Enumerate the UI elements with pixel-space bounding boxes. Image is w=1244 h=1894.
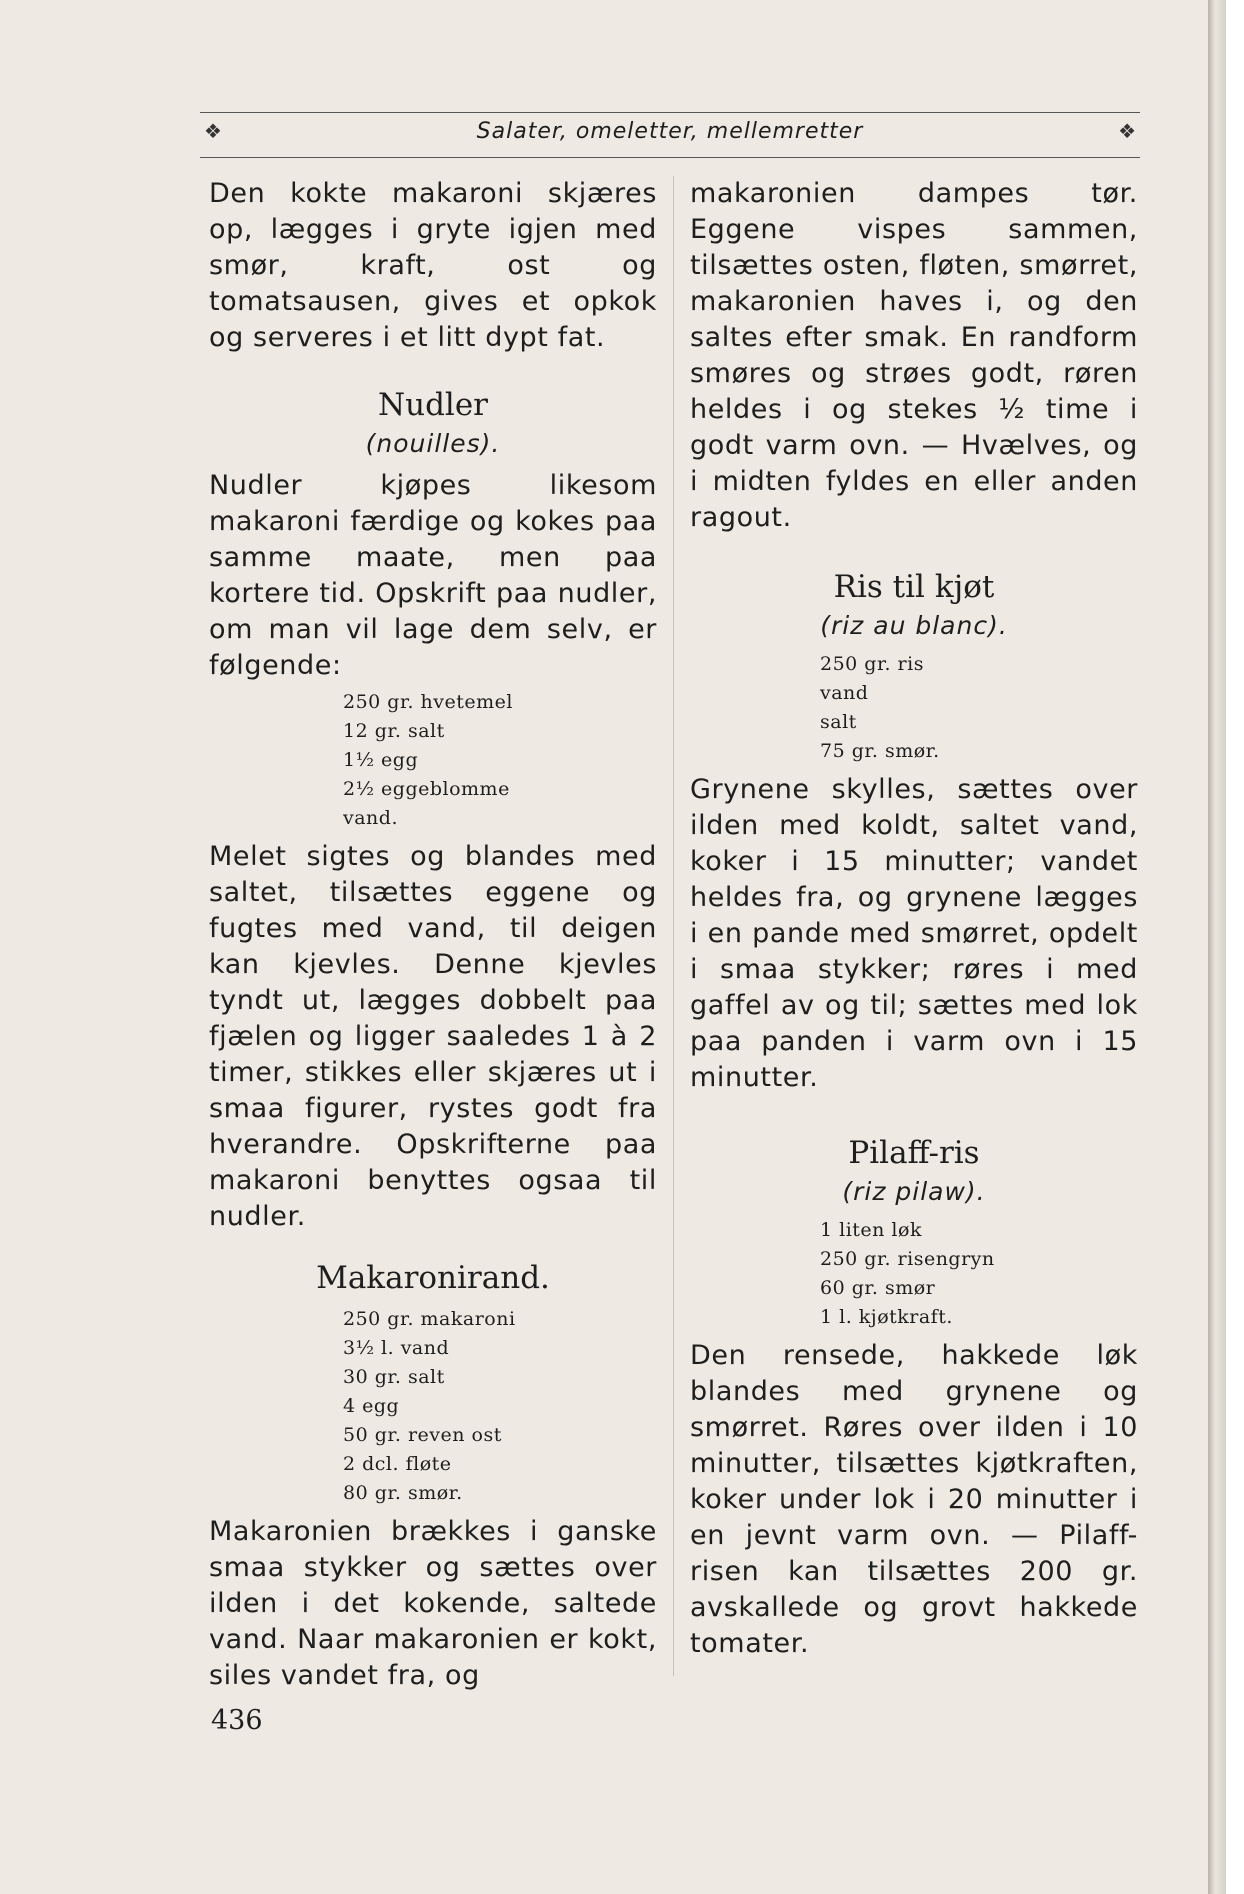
ingredient: 250 gr. hvetemel <box>343 691 513 713</box>
ingredient: 250 gr. makaroni <box>343 1308 516 1330</box>
ingredient: 75 gr. smør. <box>820 740 940 762</box>
nudler-paragraph-2: Melet sigtes og blandes med saltet, tilsættes eggene og fugtes med vand, til deigen kan kjevles. Denne kjevles tyndt ut, lægges dobbelt paa fjælen og ligger saaledes 1 à 2 timer, stikkes eller skjæres ut i smaa figurer, rystes godt fra hverandre. Opskrifterne paa makaroni benyttes ogsaa til nudler. <box>209 841 657 1232</box>
recipe-title-nudler: Nudler <box>377 387 488 423</box>
ingredient: 30 gr. salt <box>343 1366 445 1388</box>
continued-paragraph: makaronien dampes tør. Eggene vispes sammen, tilsættes osten, fløten, smørret, makaronien haves i, og den saltes efter smak. En randform smøres og strøes godt, røren heldes i og stekes ½ time i godt varm ovn. — Hvælves, og i midten fyldes en eller anden ragout. <box>690 178 1138 533</box>
ingredient: 2½ eggeblomme <box>343 778 510 800</box>
ingredient: 250 gr. risengryn <box>820 1248 995 1270</box>
ingredient: 80 gr. smør. <box>343 1482 463 1504</box>
right-ornament-icon: ❖ <box>1118 119 1136 143</box>
ingredient: 1 l. kjøtkraft. <box>820 1306 953 1328</box>
ingredient: salt <box>820 711 857 733</box>
ris-paragraph: Grynene skylles, sættes over ilden med koldt, saltet vand, koker i 15 minutter; vandet heldes fra, og grynene lægges i en pande med smørret, opdelt i smaa stykker; røres i med gaffel av og til; sættes med lok paa panden i varm ovn i 15 minutter. <box>690 774 1138 1093</box>
intro-paragraph: Den kokte makaroni skjæres op, læggeѕ i gryte igjen med smør, kraft, ost og tomatsausen, gives et opkok og serveres i et litt dypt fat. <box>209 178 657 353</box>
left-ornament-icon: ❖ <box>204 119 222 143</box>
right-column <box>690 176 1138 1662</box>
recipe-subtitle-nudler: (nouilles). <box>365 429 501 458</box>
makaronirand-paragraph: Makaronien brækkes i ganske smaa stykker og sættes over ilden i det kokende, saltede vand. Naar makaronien er kokt, siles vandet fra, og <box>209 1516 657 1691</box>
ingredient: 3½ l. vand <box>343 1337 450 1359</box>
ingredient: 1½ egg <box>343 749 419 771</box>
header-title: Salater, omeletter, mellemretter <box>476 119 864 144</box>
recipe-title-pilaff: Pilaff-ris <box>848 1135 980 1171</box>
ingredient: 60 gr. smør <box>820 1277 936 1299</box>
ingredient: vand. <box>343 807 399 829</box>
ris-ingredients <box>690 650 1138 766</box>
ingredient: 4 egg <box>343 1395 400 1417</box>
column-divider <box>673 176 674 1676</box>
left-column <box>209 176 657 1694</box>
ingredient: 2 dcl. fløte <box>343 1453 452 1475</box>
ingredient: 1 liten løk <box>820 1219 922 1241</box>
pilaff-paragraph: Den rensede, hakkede løk blandes med grynene og smørret. Røres over ilden i 10 minutter, tilsættes kjøtkraften, koker under lok i 20 minutter i en jevnt varm ovn. — Pilaff-risen kan tilsættes 200 gr. avskallede og grovt hakkede tomater. <box>690 1340 1138 1659</box>
nudler-ingredients <box>209 688 657 833</box>
recipe-subtitle-ris: (riz au blanc). <box>820 611 1008 640</box>
ingredient: 250 gr. ris <box>820 653 924 675</box>
recipe-title-ris: Ris til kjøt <box>833 569 995 605</box>
running-header <box>200 112 1140 158</box>
ingredient: 12 gr. salt <box>343 720 445 742</box>
page-edge <box>1208 0 1226 1894</box>
ingredient: vand <box>820 682 869 704</box>
nudler-paragraph-1: Nudler kjøpes likesom makaroni færdige og kokes paa samme maate, men paa kortere tid. Opskrift paa nudler, om man vil lage dem selv, er følgende: <box>209 470 657 681</box>
page-number: 436 <box>211 1705 263 1736</box>
recipe-title-makaronirand: Makaronirand. <box>316 1260 550 1296</box>
recipe-subtitle-pilaff: (riz pilaw). <box>842 1177 986 1206</box>
makaronirand-ingredients <box>209 1305 657 1508</box>
ingredient: 50 gr. reven ost <box>343 1424 502 1446</box>
pilaff-ingredients <box>690 1216 1138 1332</box>
